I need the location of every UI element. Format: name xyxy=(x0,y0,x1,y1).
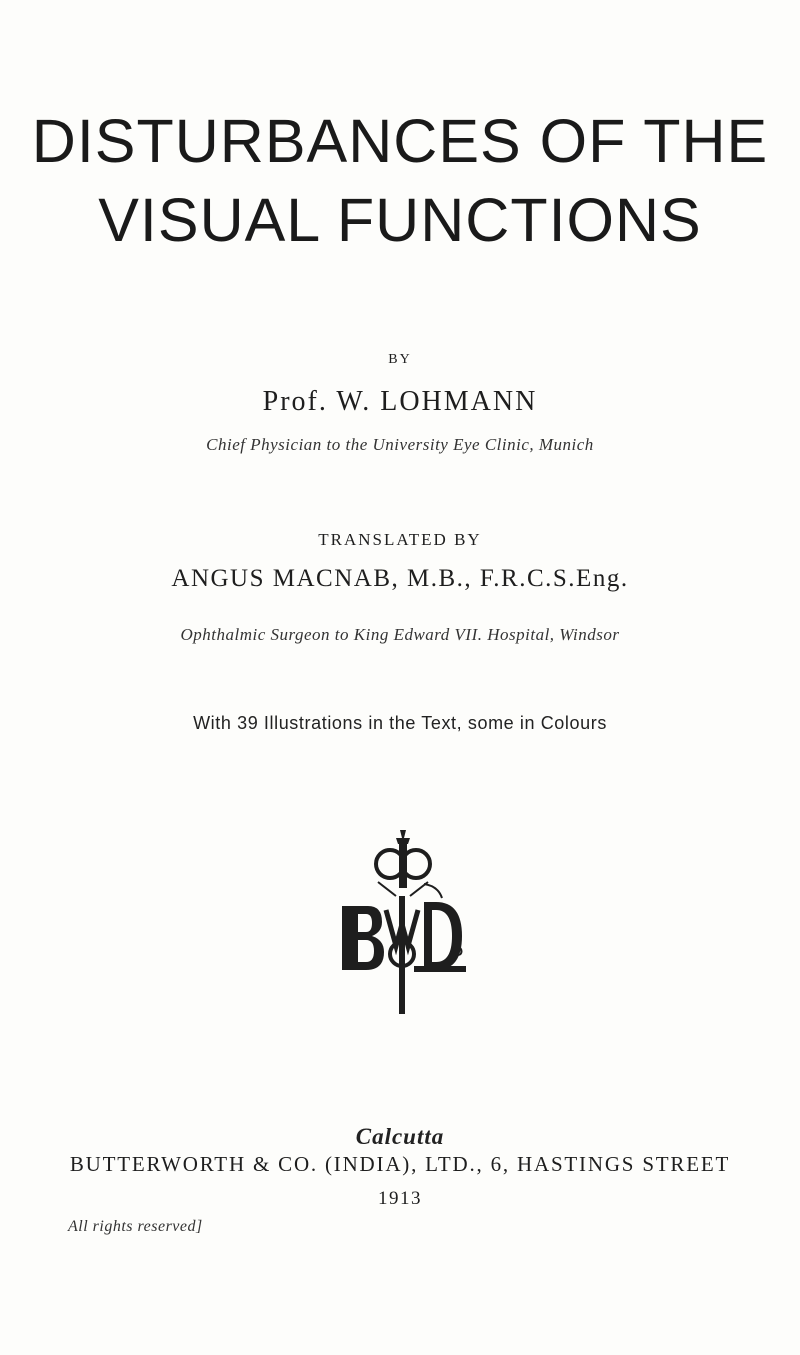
publisher-city: Calcutta xyxy=(355,1124,445,1149)
translator-affiliation: Ophthalmic Surgeon to King Edward VII. Hospital, Windsor xyxy=(180,625,620,644)
author-name: Prof. W. LOHMANN xyxy=(262,386,538,417)
translated-by-label: TRANSLATED BY xyxy=(318,530,482,549)
rights-note: All rights reserved] xyxy=(68,1218,203,1235)
illustrations-note: With 39 Illustrations in the Text, some in Colours xyxy=(193,713,607,733)
svg-text:D: D xyxy=(453,943,464,959)
author-affiliation: Chief Physician to the University Eye Clinic, Munich xyxy=(206,435,594,454)
by-label: BY xyxy=(388,352,412,367)
book-title-line-2: VISUAL FUNCTIONS xyxy=(98,186,702,254)
book-title-line-1: DISTURBANCES OF THE xyxy=(31,107,769,175)
translator-name: ANGUS MACNAB, M.B., F.R.C.S.Eng. xyxy=(171,565,629,592)
publisher-name: BUTTERWORTH & CO. (INDIA), LTD., 6, HASTINGS STREET xyxy=(69,1152,731,1176)
publication-year: 1913 xyxy=(378,1188,422,1209)
publisher-logo-icon xyxy=(338,826,468,1016)
